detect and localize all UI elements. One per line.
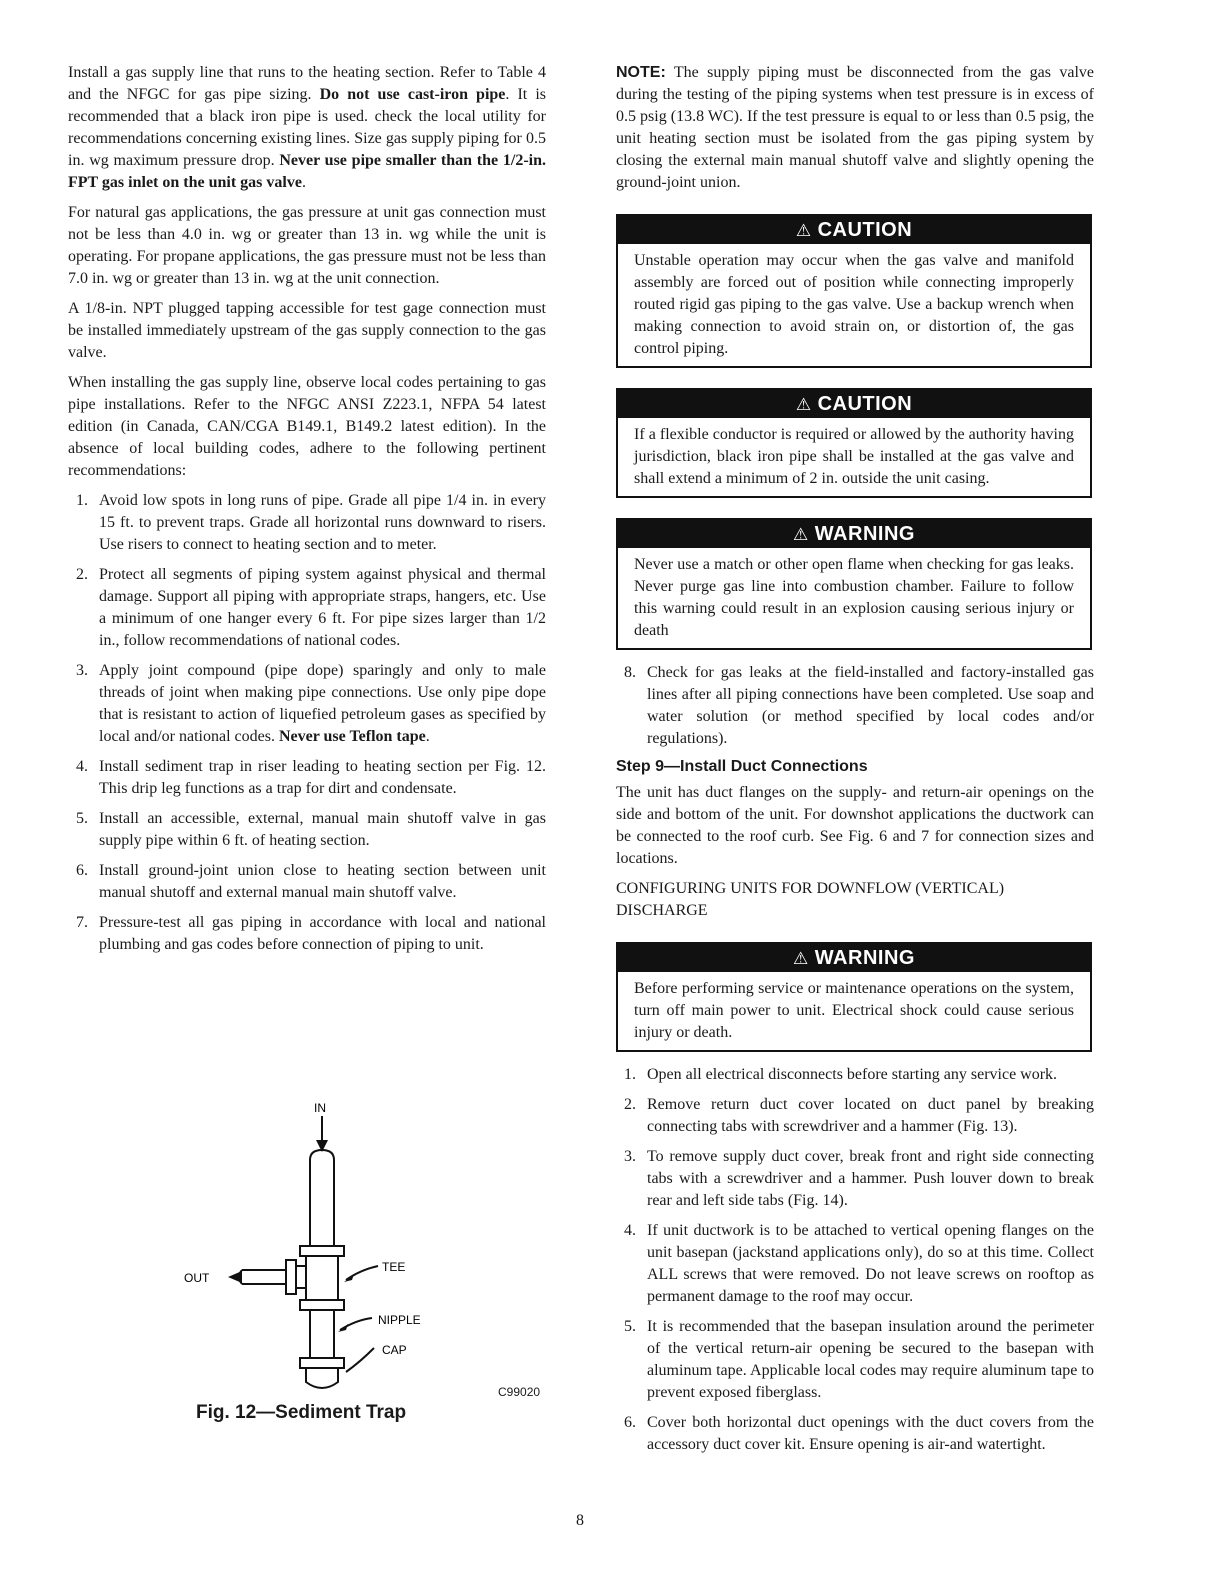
- caution-title: CAUTION: [817, 219, 913, 241]
- gas-supply-paragraph: [68, 62, 546, 194]
- item-number: 4.: [76, 758, 88, 775]
- nipple-pipe: [310, 1310, 334, 1358]
- cap-label: CAP: [382, 1343, 407, 1357]
- warning-text: Before performing service or maintenance operations on the system, turn off main power to unit. Electrical shock could cause serious injury or death.: [634, 980, 1074, 1041]
- item-text: Open all electrical disconnects before starting any service work.: [647, 1066, 1058, 1083]
- item-number: 6.: [76, 862, 88, 879]
- warning-box: [616, 518, 1092, 650]
- step-heading: Step 9—Install Duct Connections: [616, 758, 868, 775]
- item-text: If unit ductwork is to be attached to vertical opening flanges on the unit basepan (jackstand applications only), do so at this time. Collect ALL screws that were removed. Do not leave screws on rooftop as permanent damage to the roof may occur.: [647, 1222, 1094, 1305]
- list-item: [616, 1064, 1094, 1086]
- item-number: 3.: [76, 662, 88, 679]
- caution-text: If a flexible conductor is required or allowed by the authority having jurisdiction, black iron pipe shall be installed at the gas valve and shall extend a minimum of 2 in. outside the unit casing.: [634, 426, 1074, 487]
- item-number: 6.: [624, 1414, 636, 1431]
- item-number: 2.: [76, 566, 88, 583]
- list-item: [616, 1146, 1094, 1212]
- list-item: [68, 808, 546, 852]
- warning-triangle-icon: ⚠: [793, 525, 809, 544]
- item-number: 5.: [624, 1318, 636, 1335]
- tee-side-flange: [286, 1260, 296, 1294]
- note-text: The supply piping must be disconnected from the gas valve during the testing of the piping systems when test pressure is in excess of 0.5 psig (13.8 WC). If the test pressure is equal to or less than 0.5 psig, the unit heating section must be isolated from the gas piping system by closing the external main manual shutoff valve and slightly opening the ground-joint union.: [616, 64, 1094, 191]
- page-number: 8: [576, 1512, 584, 1529]
- list-item: [68, 564, 546, 652]
- outlet-arrowhead: [228, 1271, 242, 1283]
- tee-body: [306, 1256, 338, 1300]
- bold-run: Never use Teflon tape: [278, 728, 426, 745]
- gas-pressure-paragraph: For natural gas applications, the gas pressure at unit gas connection must not be less than 4.0 in. wg or greater than 13 in. wg while the unit is operating. For propane applications, the gas pressure must not be less than 7.0 in. wg or greater than 13 in. wg at the unit connection.: [68, 204, 546, 287]
- cap-flange: [300, 1358, 344, 1368]
- caution-text: Unstable operation may occur when the gas valve and manifold assembly are forced out of position while connecting improperly routed rigid gas piping to the gas valve. Use a backup wrench when making connection to avoid strain on, or distortion of, the gas control piping.: [634, 252, 1074, 357]
- duct-flange-paragraph: The unit has duct flanges on the supply- and return-air openings on the side and bottom of the unit. For downshot applications the ductwork can be connected to the roof curb. See Fig. 6 and 7 for connection sizes and locations.: [616, 784, 1094, 867]
- recommendations-list: [68, 490, 546, 956]
- list-item: [616, 1412, 1094, 1456]
- outlet-pipe: [242, 1270, 286, 1284]
- warning-title: WARNING: [814, 947, 915, 969]
- figure-code: C99020: [498, 1385, 541, 1399]
- warning-title: WARNING: [814, 523, 915, 545]
- tee-bottom-flange: [300, 1300, 344, 1310]
- note-paragraph: [616, 62, 1094, 194]
- item-text: Install sediment trap in riser leading to heating section per Fig. 12. This drip leg functions as a trap for dirt and condensate.: [99, 758, 546, 797]
- item-number: 7.: [76, 914, 88, 931]
- caution-box: [616, 214, 1092, 368]
- text-run: .: [301, 174, 306, 191]
- note-label: NOTE:: [616, 64, 666, 81]
- item-text: Avoid low spots in long runs of pipe. Grade all pipe 1/4 in. in every 15 ft. to prevent traps. Grade all horizontal runs downward to risers. Use risers to connect to heating section and to meter.: [99, 492, 546, 553]
- warning-header: [618, 944, 1090, 972]
- right-column: [616, 62, 1094, 1464]
- warning-box: [616, 942, 1092, 1052]
- nipple-label: NIPPLE: [378, 1313, 421, 1327]
- out-label: OUT: [184, 1271, 210, 1285]
- duct-steps-list: [616, 1064, 1094, 1456]
- caution-header: [618, 216, 1090, 244]
- text-run: .: [425, 728, 430, 745]
- item-text: To remove supply duct cover, break front and right side connecting tabs with a screwdriver and a hammer. Push louver down to break rear and left side tabs (Fig. 14).: [647, 1148, 1094, 1209]
- local-codes-paragraph: When installing the gas supply line, observe local codes pertaining to gas pipe installations. Refer to the NFGC ANSI Z223.1, NFPA 54 latest edition (in Canada, CAN/CGA B149.1, B149.2 latest edition). In the absence of local building codes, adhere to the following pertinent recommendations:: [68, 374, 546, 479]
- item-number: 4.: [624, 1222, 636, 1239]
- item-text: Remove return duct cover located on duct panel by breaking connecting tabs with screwdriver and a hammer (Fig. 13).: [647, 1096, 1094, 1135]
- tee-top-flange: [300, 1246, 344, 1256]
- item-number: 1.: [624, 1066, 636, 1083]
- in-label: IN: [314, 1101, 326, 1115]
- list-item: [68, 756, 546, 800]
- item-number: 1.: [76, 492, 88, 509]
- list-item: [616, 1220, 1094, 1308]
- list-item: [68, 912, 546, 956]
- warning-triangle-icon: ⚠: [795, 395, 812, 414]
- item-text: Check for gas leaks at the field-installed and factory-installed gas lines after all piping connections have been completed. Use soap and water solution (or method specified by local codes and/or regulations).: [647, 664, 1094, 747]
- item-number: 5.: [76, 810, 88, 827]
- item-text: Protect all segments of piping system against physical and thermal damage. Support all piping with appropriate straps, hangers, etc. Use a minimum of one hanger every 6 ft. For pipe sizes larger than 1/2 in., follow recommendations of national codes.: [99, 566, 546, 649]
- warning-header: [618, 520, 1090, 548]
- caution-title: CAUTION: [817, 393, 913, 415]
- item-text: Pressure-test all gas piping in accordance with local and national plumbing and gas codes before connection of piping to unit.: [99, 914, 546, 953]
- warning-triangle-icon: ⚠: [793, 949, 809, 968]
- leak-check-list: [616, 662, 1094, 750]
- cap-body: [306, 1368, 338, 1388]
- list-item: [68, 490, 546, 556]
- caution-box: [616, 388, 1092, 498]
- item-number: 3.: [624, 1148, 636, 1165]
- item-text: Install an accessible, external, manual main shutoff valve in gas supply pipe within 6 ft. of heating section.: [99, 810, 546, 849]
- item-text: It is recommended that the basepan insulation around the perimeter of the vertical return-air opening be secured to the basepan with aluminum tape. Applicable local codes may require aluminum tape to prevent exposed fiberglass.: [647, 1318, 1094, 1401]
- text-run: . It is recommended that a black iron pipe is used. check the local utility for recommendations concerning existing lines. Size gas supply piping for 0.5 in. wg maximum pressure drop.: [68, 86, 547, 169]
- caution-header: [618, 390, 1090, 418]
- list-item: [616, 662, 1094, 750]
- item-text: Apply joint compound (pipe dope) sparingly and only to male threads of joint when making pipe connections. Use only pipe dope that is resistant to action of liquefied petroleum gases as specified by local and/or national codes.: [99, 662, 546, 745]
- item-number: 2.: [624, 1096, 636, 1113]
- item-number: 8.: [624, 664, 636, 681]
- list-item: [616, 1316, 1094, 1404]
- bold-run: Never use pipe smaller than the 1/2-in. FPT gas inlet on the unit gas valve: [68, 152, 546, 191]
- tee-label: TEE: [382, 1260, 406, 1274]
- warning-triangle-icon: ⚠: [795, 221, 812, 240]
- text-run: Install a gas supply line that runs to the heating section. Refer to Table 4 and the NFGC for gas pipe sizing.: [68, 64, 546, 103]
- downflow-subheading: CONFIGURING UNITS FOR DOWNFLOW (VERTICAL) DISCHARGE: [616, 880, 1005, 919]
- warning-text: Never use a match or other open flame when checking for gas leaks. Never purge gas line into combustion chamber. Failure to follow this warning could result in an explosion causing serious injury or death: [634, 556, 1074, 639]
- list-item: [616, 1094, 1094, 1138]
- list-item: [68, 860, 546, 904]
- left-column: [68, 62, 546, 964]
- list-item: [68, 660, 546, 748]
- item-text: Cover both horizontal duct openings with the duct covers from the accessory duct cover kit. Ensure opening is air-and watertight.: [647, 1414, 1094, 1453]
- figure-caption: Fig. 12—Sediment Trap: [196, 1402, 407, 1423]
- tapping-paragraph: A 1/8-in. NPT plugged tapping accessible for test gage connection must be installed immediately upstream of the gas supply connection to the gas valve.: [68, 300, 546, 361]
- riser-pipe: [310, 1150, 334, 1246]
- item-text: Install ground-joint union close to heating section between unit manual shutoff and external manual main shutoff valve.: [99, 862, 546, 901]
- bold-run: Do not use cast-iron pipe: [319, 86, 506, 103]
- cap-leader: [346, 1348, 374, 1372]
